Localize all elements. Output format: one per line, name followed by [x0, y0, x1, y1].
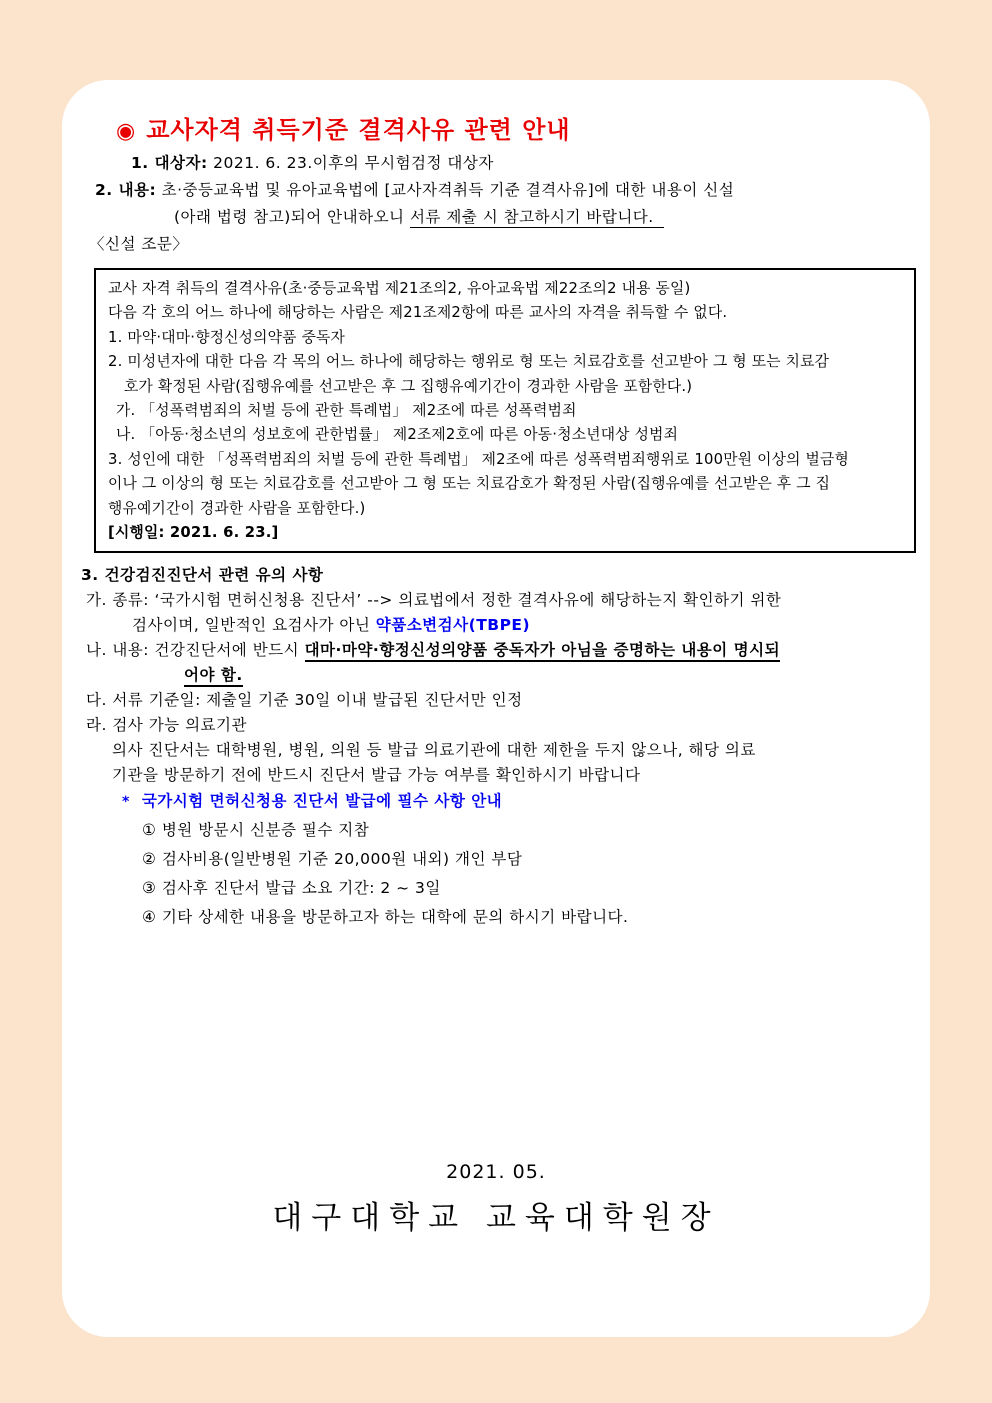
law-line: 교사 자격 취득의 결격사유(초·중등교육법 제21조의2, 유아교육법 제22조의2 내용 동일) — [108, 280, 691, 297]
law-line: 다음 각 호의 어느 하나에 해당하는 사람은 제21조제2항에 따른 교사의 자격을 취득할 수 없다. — [108, 304, 728, 322]
content-cont-plain: (아래 법령 참고)되어 안내하오니 — [174, 208, 410, 226]
item-na-plain: 건강진단서에 반드시 — [154, 641, 305, 660]
target-text: 2021. 6. 23.이후의 무시험검정 대상자 — [213, 154, 494, 172]
page-title-text: 교사자격 취득기준 결격사유 관련 안내 — [146, 116, 571, 144]
item-ga-cont-text: 검사이며, 일반적인 요검사가 아닌 — [132, 616, 376, 635]
item-na-line — [62, 638, 930, 663]
law-line: 가. 「성폭력범죄의 처벌 등에 관한 특례법」 제2조에 따른 성폭력범죄 — [116, 402, 577, 420]
numbered-item: ④ 기타 상세한 내용을 방문하고자 하는 대학에 문의 하시기 바랍니다. — [142, 908, 629, 927]
law-line: 2. 미성년자에 대한 다음 각 목의 어느 하나에 해당하는 행위로 형 또는 치료감호를 선고받아 그 형 또는 치료감 — [108, 353, 830, 371]
footer-spacer — [62, 932, 930, 1159]
law-effective-date: [시행일: 2021. 6. 23.] — [108, 524, 279, 542]
numbered-item: ① 병원 방문시 신분증 필수 지참 — [142, 821, 370, 840]
target-line — [62, 150, 930, 177]
asterisk-icon: * — [122, 794, 130, 811]
item-ra-line: 라. 검사 가능 의료기관 — [86, 716, 247, 735]
law-line: 1. 마약·대마·향정신성의약품 중독자 — [108, 328, 346, 346]
law-line: 행유예기간이 경과한 사람을 포함한다.) — [108, 499, 366, 517]
item-ra-detail-line: 의사 진단서는 대학병원, 병원, 의원 등 발급 의료기관에 대한 제한을 두지 않으나, 해당 의료 — [112, 741, 756, 760]
numbered-item: ② 검사비용(일반병원 기준 20,000원 내외) 개인 부담 — [142, 850, 523, 869]
notice-document-card — [62, 80, 930, 1337]
page-title — [62, 112, 930, 150]
item-na-continuation — [62, 663, 930, 688]
item-da-line: 다. 서류 기준일: 제출일 기준 30일 이내 발급된 진단서만 인정 — [86, 691, 523, 710]
item-ga-continuation — [62, 613, 930, 638]
numbered-item: ③ 검사후 진단서 발급 소요 기간: 2 ~ 3일 — [142, 879, 441, 898]
content-continuation-line — [62, 204, 930, 231]
law-line: 이나 그 이상의 형 또는 치료감호를 선고받아 그 형 또는 치료감호가 확정된 사람(집행유예를 선고받은 후 그 집 — [108, 475, 831, 493]
item-ga-blue-text: 약품소변검사(TBPE) — [375, 616, 531, 635]
health-certificate-section — [62, 563, 930, 932]
target-label: 1. 대상자: — [131, 154, 208, 172]
law-line: 나. 「아동·청소년의 성보호에 관한법률」 제2조제2호에 따른 아동·청소년대상 성범죄 — [116, 426, 679, 444]
section3-heading: 3. 건강검진진단서 관련 유의 사항 — [81, 566, 324, 585]
item-na-cont-underlined: 어야 함. — [184, 666, 243, 687]
law-line: 호가 확정된 사람(집행유예를 선고받은 후 그 집행유예기간이 경과한 사람을 포함한다.) — [124, 377, 693, 395]
item-ga-label: 가. 종류: — [86, 591, 155, 610]
item-na-bold-underlined: 대마·마약·향정신성의양품 중독자가 아님을 증명하는 내용이 명시되 — [305, 641, 781, 662]
new-clause-heading: 〈신설 조문〉 — [89, 235, 189, 253]
national-exam-note — [62, 788, 930, 816]
content-label: 2. 내용: — [95, 181, 157, 199]
law-line: 3. 성인에 대한 「성폭력범죄의 처벌 등에 관한 특례법」 제2조에 따른 성폭력범죄행위로 100만원 이상의 벌금형 — [108, 450, 849, 468]
law-excerpt-box — [94, 268, 916, 553]
national-exam-note-text: 국가시험 면허신청용 진단서 발급에 필수 사항 안내 — [141, 792, 503, 811]
item-ga-line — [62, 588, 930, 613]
signature-line: 대구대학교 교육대학원장 — [272, 1200, 720, 1237]
item-ra-detail-line: 기관을 방문하기 전에 반드시 진단서 발급 가능 여부를 확인하시기 바랍니다 — [112, 766, 641, 785]
item-ga-text: ‘국가시험 면허신청용 진단서’ --> 의료법에서 정한 결격사유에 해당하는지 확인하기 위한 — [154, 591, 782, 610]
document-date: 2021. 05. — [446, 1161, 546, 1184]
item-na-label: 나. 내용: — [86, 641, 155, 660]
notice-bullet-icon: ◉ — [116, 119, 137, 144]
content-line — [62, 177, 930, 204]
content-text: 초·중등교육법 및 유아교육법에 [교사자격취득 기준 결격사유]에 대한 내용이 신설 — [161, 181, 735, 199]
content-cont-underlined: 서류 제출 시 참고하시기 바랍니다. — [410, 208, 664, 228]
